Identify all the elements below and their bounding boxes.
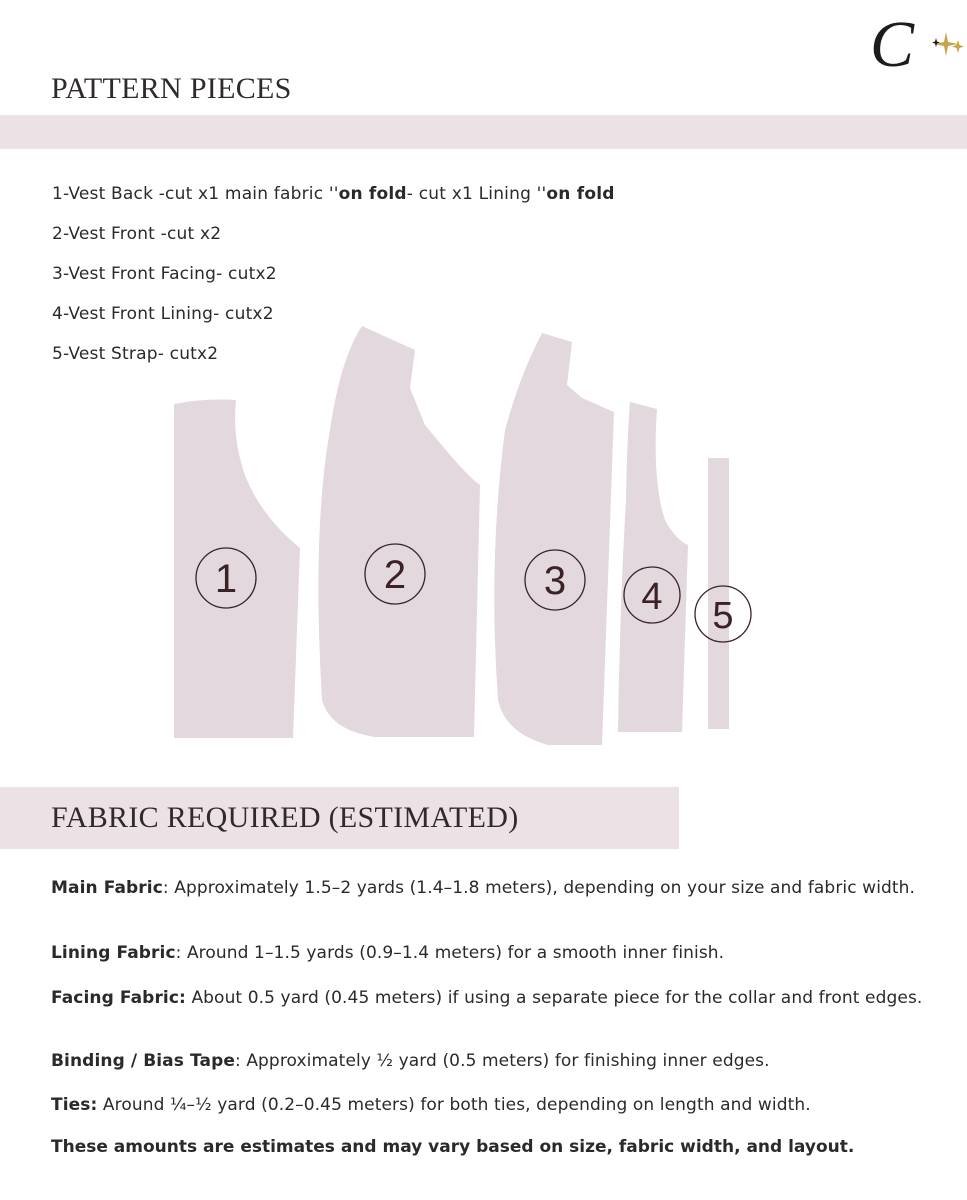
list-item: 3-Vest Front Facing- cutx2 <box>52 264 277 284</box>
piece-number-5: 5 <box>712 595 734 637</box>
brand-logo <box>862 0 967 82</box>
requirement-text: : Approximately ½ yard (0.5 meters) for finishing inner edges. <box>234 1051 770 1071</box>
pattern-piece-strap <box>708 458 729 729</box>
logo-letter: C <box>870 8 915 81</box>
piece-emphasis: on fold <box>338 184 407 204</box>
piece-emphasis: on fold <box>546 184 615 204</box>
list-item <box>52 180 615 220</box>
piece-number-4: 4 <box>641 576 663 618</box>
piece-number-1: 1 <box>214 557 238 601</box>
page-title: PATTERN PIECES <box>51 72 292 105</box>
sparkle-icon <box>932 32 964 56</box>
piece-text: - cut x1 Lining '' <box>406 184 547 204</box>
requirement-text: Around ¼–½ yard (0.2–0.45 meters) for both ties, depending on length and width. <box>97 1095 811 1115</box>
requirement-text: About 0.5 yard (0.45 meters) if using a separate piece for the collar and front edges. <box>185 988 923 1008</box>
list-item: 2-Vest Front -cut x2 <box>52 224 222 244</box>
requirement-label: Lining Fabric <box>51 943 176 963</box>
fabric-section-title: FABRIC REQUIRED (ESTIMATED) <box>51 801 519 834</box>
requirement-label: Binding / Bias Tape <box>51 1051 235 1071</box>
piece-number-3: 3 <box>543 559 567 603</box>
requirement-lining-fabric <box>51 942 931 964</box>
estimate-note: These amounts are estimates and may vary based on size, fabric width, and layout. <box>51 1137 855 1157</box>
requirement-main-fabric <box>51 877 931 899</box>
pattern-piece-front-facing <box>494 333 614 745</box>
requirement-text: : Approximately 1.5–2 yards (1.4–1.8 meters), depending on your size and fabric width. <box>162 878 916 898</box>
piece-text: 1-Vest Back -cut x1 main fabric '' <box>52 184 339 204</box>
requirement-facing-fabric <box>51 987 931 1009</box>
requirement-label: Main Fabric <box>51 878 163 898</box>
piece-number-2: 2 <box>383 553 407 597</box>
requirement-text: : Around 1–1.5 yards (0.9–1.4 meters) for a smooth inner finish. <box>175 943 725 963</box>
requirement-label: Ties: <box>51 1095 98 1115</box>
pattern-diagram <box>0 320 967 760</box>
requirement-label: Facing Fabric: <box>51 988 186 1008</box>
requirement-binding <box>51 1050 931 1072</box>
list-item: 4-Vest Front Lining- cutx2 <box>52 304 274 324</box>
title-band <box>0 115 967 149</box>
pattern-piece-vest-front <box>318 326 480 737</box>
list-item: 5-Vest Strap- cutx2 <box>52 344 219 364</box>
requirement-ties <box>51 1094 931 1116</box>
